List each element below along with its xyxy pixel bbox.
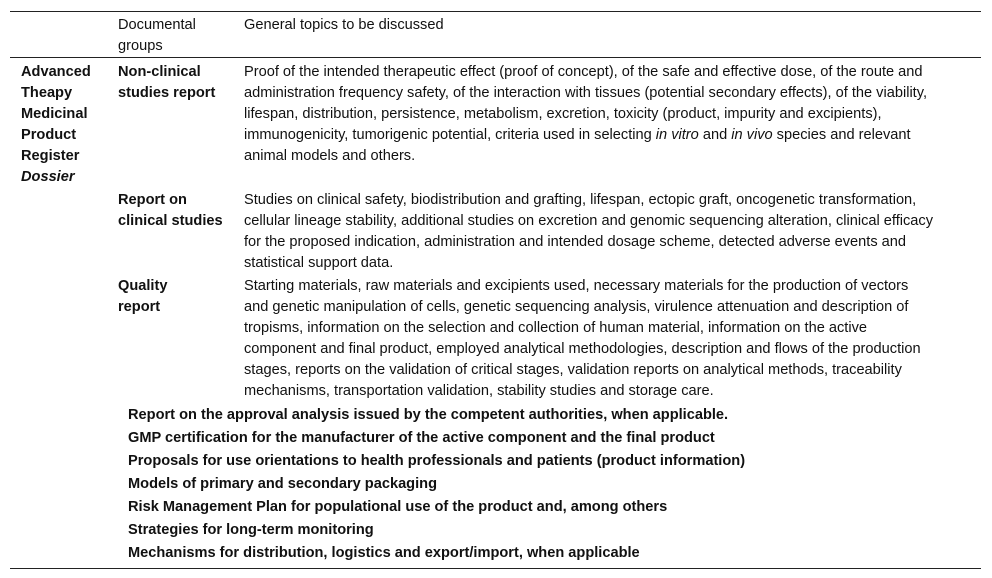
group-name: Quality report: [118, 278, 168, 315]
topics-text: species and relevant animal models and others.: [244, 127, 911, 164]
header-cell-category: [10, 12, 118, 57]
table-row: [10, 274, 981, 402]
list-item: Report on the approval analysis issued by the competent authorities, when applicable.: [128, 407, 729, 423]
category-label: Advanced Theapy Medicinal Product Register: [21, 64, 91, 164]
additional-items-list: [10, 402, 981, 568]
header-cell-topics: General topics to be discussed: [244, 17, 444, 33]
topics-text: and: [698, 127, 732, 143]
header-cell-groups: Documental groups: [118, 17, 196, 54]
category-cell: [10, 62, 118, 188]
list-item: Strategies for long-term monitoring: [128, 522, 374, 538]
group-name: Report on clinical studies: [118, 192, 223, 229]
list-item: Models of primary and secondary packaging: [128, 476, 437, 492]
category-label-italic: Dossier: [21, 169, 75, 185]
group-name: Non-clinical studies report: [118, 64, 216, 101]
table-row: [10, 58, 981, 188]
dossier-table: [10, 11, 981, 569]
topics-text-italic: in vivo: [731, 127, 773, 143]
list-item: Proposals for use orientations to health professionals and patients (product information): [128, 453, 746, 469]
list-item: GMP certification for the manufacturer of the active component and the final product: [128, 430, 715, 446]
table-row: [10, 188, 981, 274]
group-topics: Starting materials, raw materials and excipients used, necessary materials for the production of vectors and genetic manipulation of cells, genetic sequencing analysis, virulence attenuation and description of tropisms, information on the selection and collection of human material, information on the active component and final product, employed analytical methodologies, description and flows of the production stages, reports on the validation of critical stages, validation reports on analytical methods, traceability mechanisms, transportation validation, stability studies and storage care.: [244, 278, 921, 399]
topics-text: Proof of the intended therapeutic effect (proof of concept), of the safe and effective dose, of the route and administration frequency safety, of the interaction with tissues (potential secondary effects), of the viability, lifespan, distribution, persistence, metabolism, excretion, toxicity (product, impurity and excipients), immunogenicity, tumorigenic potential, criteria used in selecting: [244, 64, 928, 143]
group-topics: [244, 62, 934, 188]
list-item: Mechanisms for distribution, logistics and export/import, when applicable: [128, 545, 640, 561]
list-item: Risk Management Plan for populational use of the product and, among others: [128, 499, 668, 515]
topics-text-italic: in vitro: [655, 127, 699, 143]
table-header-row: [10, 12, 981, 58]
group-topics: Studies on clinical safety, biodistribution and grafting, lifespan, ectopic graft, oncogenetic transformation, cellular lineage stability, additional studies on excretion and genomic sequencing alteration, clinical efficacy for the proposed indication, administration and intended dosage scheme, detected adverse events and statistical support data.: [244, 192, 934, 271]
